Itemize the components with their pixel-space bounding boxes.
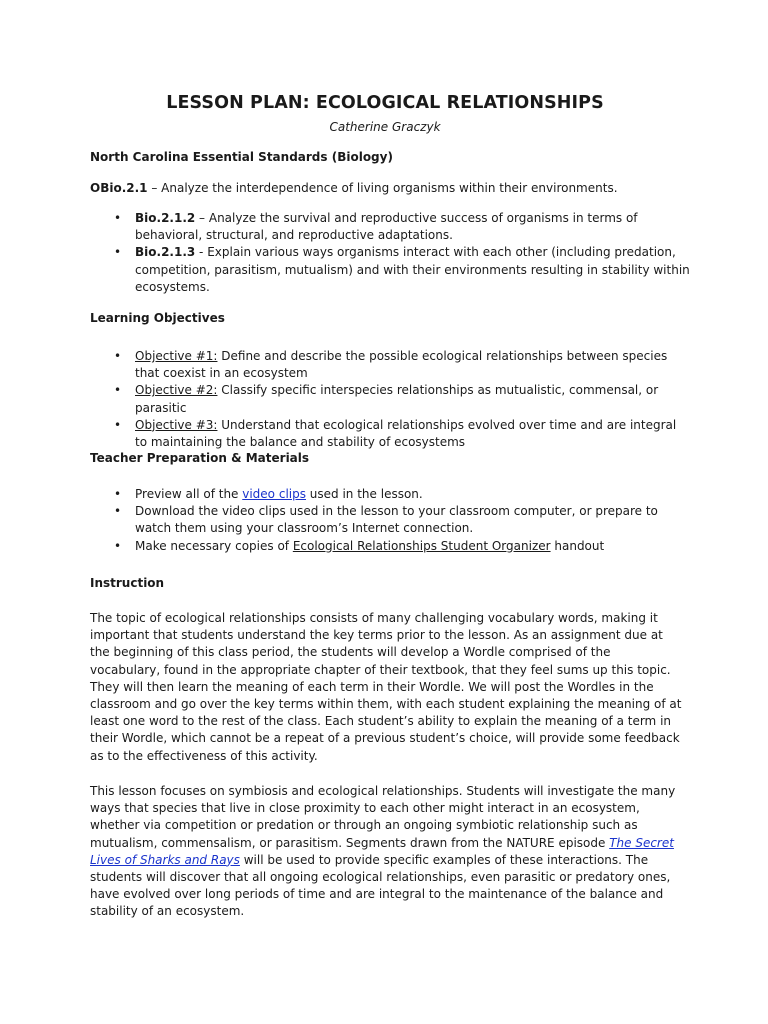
bullet-icon: • [114, 211, 122, 225]
bullet-icon: • [114, 417, 122, 432]
prep-text: Download the video clips used in the lesson to your classroom computer, or prepare to watch them using your classroom’s Internet connection. [135, 504, 658, 536]
author-name: Catherine Graczyk [329, 120, 441, 134]
list-item [90, 210, 690, 244]
list-item [90, 244, 690, 296]
bullet-icon: • [114, 538, 122, 553]
list-item [90, 538, 690, 555]
standard-text: – Analyze the survival and reproductive success of organisms in terms of behavioral, structural, and reproductive adaptations. [135, 211, 638, 243]
objectives-heading: Learning Objectives [90, 311, 225, 325]
bullet-icon: • [114, 504, 122, 519]
bullet-icon: • [114, 383, 122, 398]
preparation-heading: Teacher Preparation & Materials [90, 451, 310, 465]
preparation-list [90, 486, 690, 555]
standard-main-code: OBio.2.1 [90, 181, 148, 195]
prep-text: handout [550, 538, 605, 553]
list-item [90, 486, 690, 503]
list-item [90, 348, 690, 382]
objectives-list [90, 348, 690, 451]
list-item [90, 382, 690, 416]
instruction-heading: Instruction [90, 576, 165, 590]
list-item [90, 503, 690, 537]
video-clips-link[interactable]: video clips [242, 487, 306, 501]
standard-code: Bio.2.1.3 [135, 245, 196, 260]
list-item [90, 417, 690, 451]
prep-text: Make necessary copies of [135, 538, 293, 553]
objective-text: Classify specific interspecies relationships as mutualistic, commensal, or parasitic [135, 383, 659, 415]
bullet-icon: • [114, 349, 122, 363]
prep-text: Preview all of the [135, 487, 243, 501]
objective-text: Understand that ecological relationships evolved over time and are integral to maintaining the balance and stability of ecosystems [135, 417, 677, 450]
standard-text: - Explain various ways organisms interact with each other (including predation, competition, parasitism, mutualism) and with their environments resulting in stability within ecosystems. [135, 245, 690, 294]
standard-main [90, 180, 690, 197]
bullet-icon: • [114, 487, 122, 501]
prep-text: used in the lesson. [305, 487, 423, 501]
instruction-paragraph-1: The topic of ecological relationships consists of many challenging vocabulary words, making it important that students understand the key terms prior to the lesson. As an assignment due at the beginning of this class period, the students will develop a Wordle comprised of the vocabulary, found in the appropriate chapter of their textbook, that they feel sums up this topic. They will then learn the meaning of each term in their Wordle. We will post the Wordles in the classroom and go over the key terms within them, with each student explaining the meaning of at least one word to the rest of the class. Each student’s ability to explain the meaning of a term in their Wordle, which cannot be a repeat of a previous student’s choice, will provide some feedback as to the effectiveness of this activity. [90, 611, 682, 763]
bullet-icon: • [114, 245, 122, 260]
objective-label: Objective #1: [135, 349, 218, 363]
page-title: LESSON PLAN: ECOLOGICAL RELATIONSHIPS [166, 93, 604, 113]
objective-label: Objective #2: [135, 383, 218, 398]
episode-link[interactable]: The Secret Lives of Sharks and Rays [90, 835, 674, 867]
paragraph-text: will be used to provide specific examples of these interactions. The students will discover that all ongoing ecological relationships, even parasitic or predatory ones, have evolved over long periods of time and are integral to the maintenance of the balance and stability of an ecosystem. [90, 852, 671, 919]
standard-main-text: – Analyze the interdependence of living organisms within their environments. [147, 181, 618, 195]
standards-list [90, 210, 690, 296]
objective-text: Define and describe the possible ecological relationships between species that coexist in an ecosystem [135, 349, 668, 381]
paragraph-text: This lesson focuses on symbiosis and ecological relationships. Students will investigate the many ways that species that live in close proximity to each other might interact in an ecosystem, whether via competition or predation or through an ongoing symbiotic relationship such as mutualism, commensalism, or parasitism. Segments drawn from the NATURE episode [90, 784, 676, 850]
standard-code: Bio.2.1.2 [135, 211, 196, 225]
objective-label: Objective #3: [135, 417, 218, 432]
organizer-handout-link[interactable]: Ecological Relationships Student Organizer [292, 538, 551, 553]
instruction-paragraph-2 [90, 783, 682, 921]
standards-heading: North Carolina Essential Standards (Biology) [90, 150, 393, 164]
